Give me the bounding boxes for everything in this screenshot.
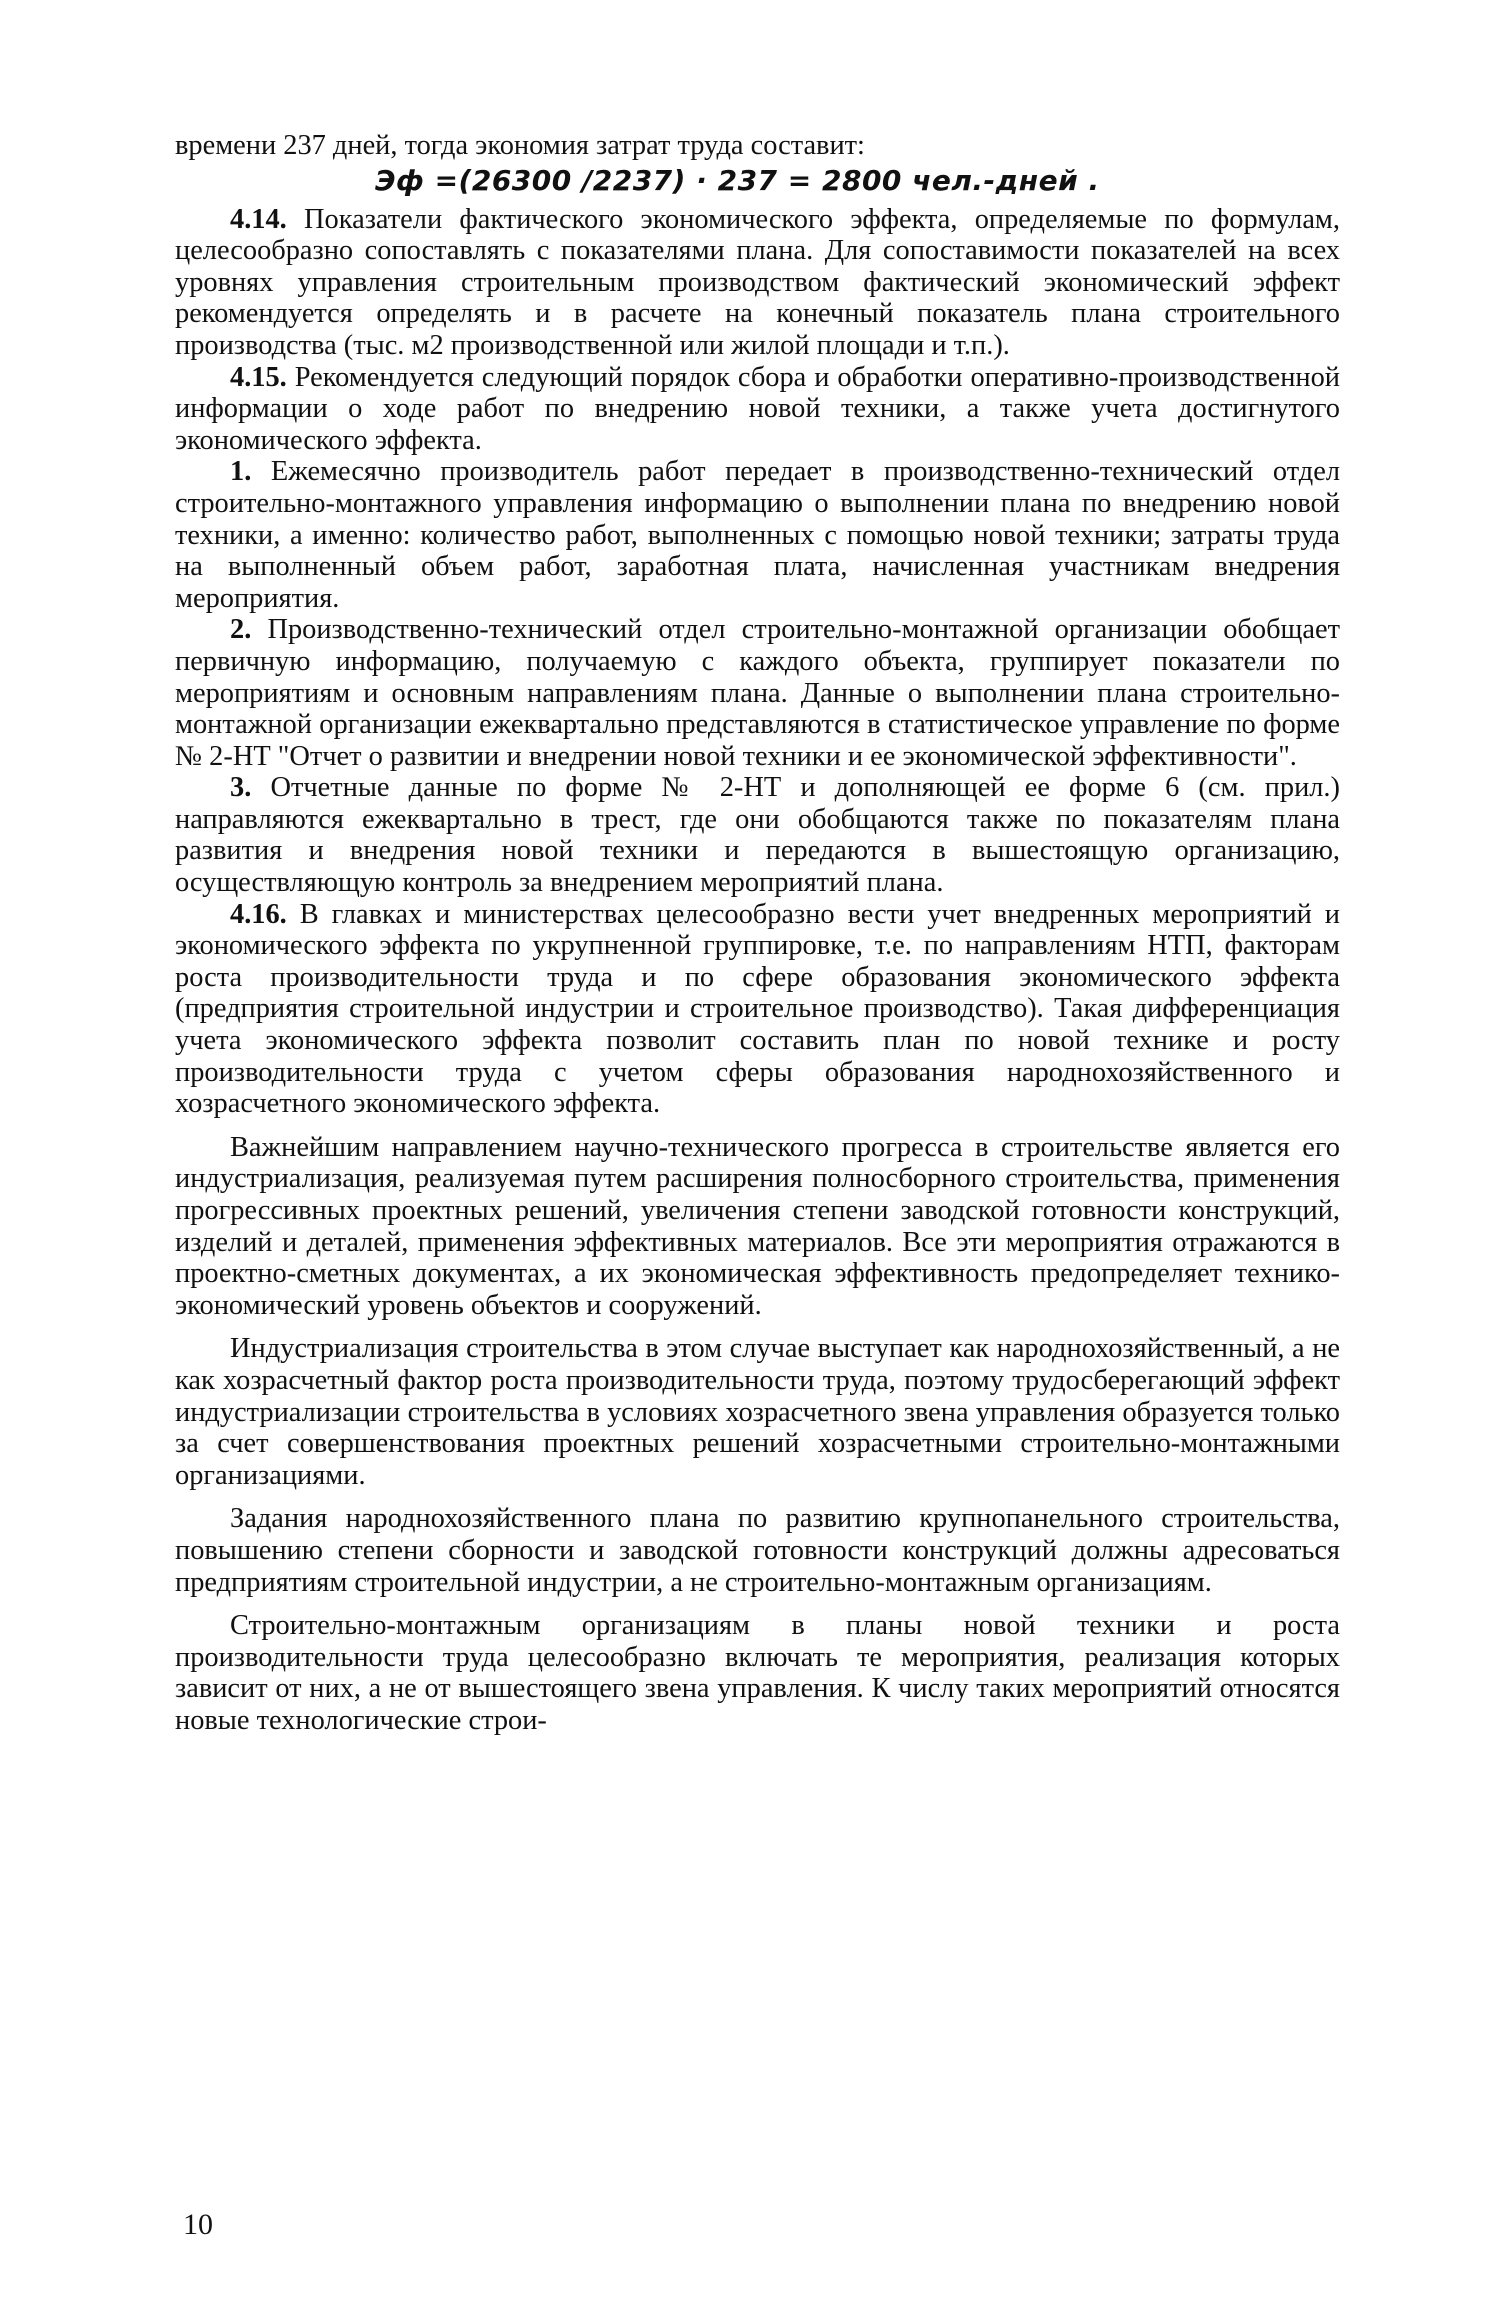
section-4-16 <box>175 899 1340 1120</box>
section-text: Рекомендуется следующий порядок сбора и обработки оперативно-производственной информации о ходе работ по внедрению новой техники, а также учета достигнутого экономического эффекта. <box>175 361 1340 456</box>
list-item-1 <box>175 456 1340 614</box>
item-text: Отчетные данные по форме № 2-НТ и дополняющей ее форме 6 (см. прил.) направляются ежеквартально в трест, где они обобщаются также по показателям плана развития и внедрения новой техники и передаются в вышестоящую организацию, осуществляющую контроль за внедрением мероприятий плана. <box>175 772 1340 899</box>
section-4-14 <box>175 204 1340 362</box>
section-text: Показатели фактического экономического эффекта, определяемые по формулам, целесообразно сопоставлять с показателями плана. Для сопоставимости показателей на всех уровнях управления строительным производством фактический экономический эффект рекомендуется определять и в расчете на конечный показатель плана строительного производства (тыс. м2 производственной или жилой площади и т.п.). <box>175 203 1340 361</box>
section-text: В главках и министерствах целесообразно вести учет внедренных мероприятий и экономического эффекта по укрупненной группировке, т.е. по направлениям НТП, факторам роста производительности труда и по сфере образования экономического эффекта (предприятия строительной индустрии и строительное производство). Такая дифференциация учета экономического эффекта позволит составить план по новой технике и росту производительности труда с учетом сферы образования народнохозяйственного и хозрасчетного экономического эффекта. <box>175 898 1340 1120</box>
paragraph-tasks: Задания народнохозяйственного плана по развитию крупнопанельного строительства, повышению степени сборности и заводской готовности конструкций должны адресоваться предприятиям строительной индустрии, а не строительно-монтажным организациям. <box>175 1503 1340 1598</box>
intro-line: времени 237 дней, тогда экономия затрат труда составит: <box>175 130 865 161</box>
page-number: 10 <box>183 2208 213 2241</box>
paragraph-factor: Индустриализация строительства в этом случае выступает как народнохозяйственный, а не как хозрасчетный фактор роста производительности труда, поэтому трудосберегающий эффект индустриализации строительства в условиях хозрасчетного звена управления образуется только за счет совершенствования проектных решений хозрасчетными строительно-монтажными организациями. <box>175 1333 1340 1491</box>
section-4-15 <box>175 362 1340 457</box>
item-text: Ежемесячно производитель работ передает в производственно-технический отдел строительно-монтажного управления информацию о выполнении плана по внедрению новой техники, а именно: количество работ, выполненных с помощью новой техники; затраты труда на выполненный объем работ, заработная плата, начисленная участникам внедрения мероприятия. <box>175 456 1340 614</box>
item-number: 2. <box>230 614 252 646</box>
item-text: Производственно-технический отдел строительно-монтажной организации обобщает первичную информацию, получаемую с каждого объекта, группирует показатели по мероприятиям и основным направлениям плана. Данные о выполнении плана строительно-монтажной организации ежеквартально представляются в статистическое управление по форме № 2-НТ "Отчет о развитии и внедрении новой техники и ее экономической эффективности". <box>175 614 1340 772</box>
section-number: 4.15. <box>230 361 287 393</box>
paragraph-include: Строительно-монтажным организациям в планы новой техники и роста производительности труда целесообразно включать те мероприятия, реализация которых зависит от них, а не от вышестоящего звена управления. К числу таких мероприятий относятся новые технологические строи- <box>175 1610 1340 1736</box>
paragraph-industrialization: Важнейшим направлением научно-технического прогресса в строительстве является его индустриализация, реализуемая путем расширения полносборного строительства, применения прогрессивных проектных решений, увеличения степени заводской готовности конструкций, изделий и деталей, применения эффективных материалов. Все эти мероприятия отражаются в проектно-сметных документах, а их экономическая эффективность предопределяет технико-экономический уровень объектов и сооружений. <box>175 1131 1340 1321</box>
item-number: 3. <box>230 772 252 804</box>
item-number: 1. <box>230 456 252 488</box>
section-number: 4.14. <box>230 203 287 235</box>
list-item-2 <box>175 614 1340 772</box>
body-text <box>175 130 1340 1737</box>
formula: Эф =(26300 /2237) · 237 = 2800 чел.-дней . <box>375 163 1100 197</box>
list-item-3 <box>175 772 1340 898</box>
section-number: 4.16. <box>230 898 287 930</box>
